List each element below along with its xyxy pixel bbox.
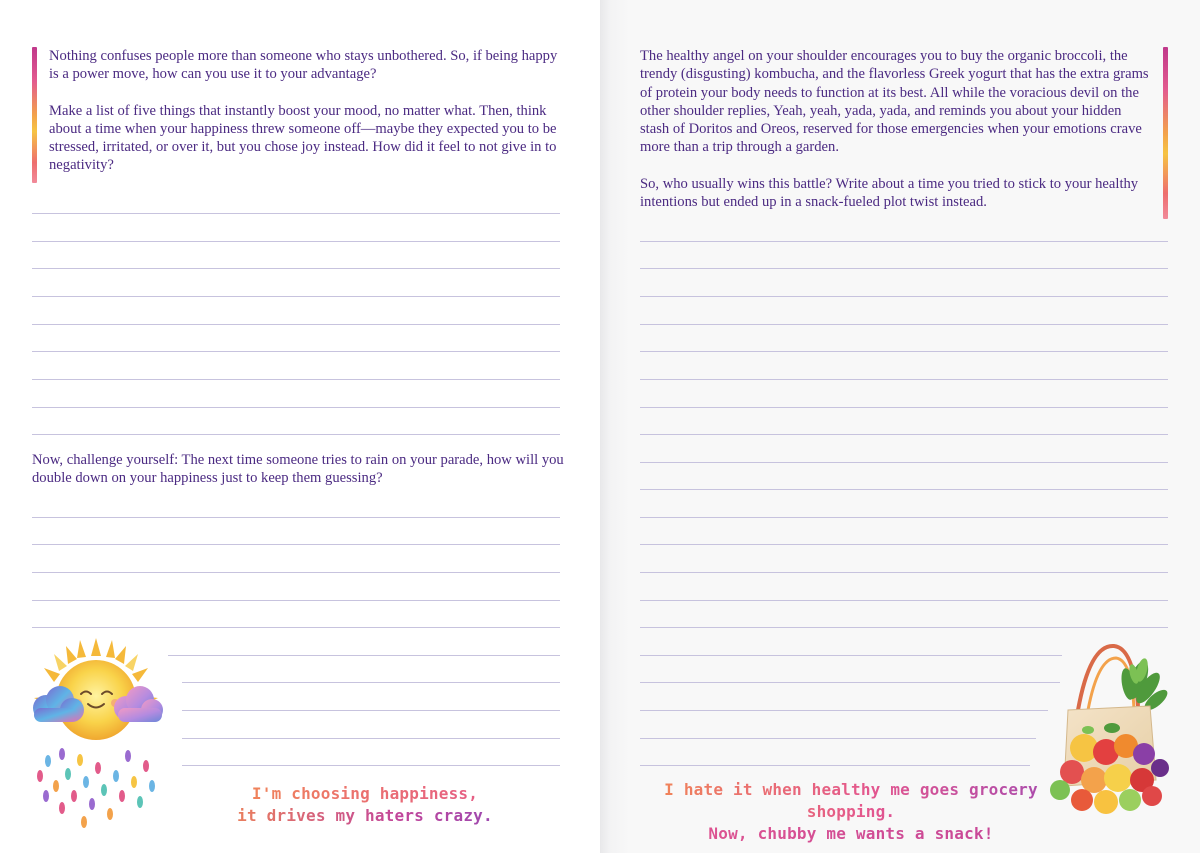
- writing-line[interactable]: [32, 517, 560, 518]
- writing-line[interactable]: [32, 296, 560, 297]
- left-prompt-1-paragraph-1: Nothing confuses people more than someone who stays unbothered. So, if being happy is a power move, how can you use it to your advantage?: [49, 48, 558, 83]
- writing-line[interactable]: [32, 407, 560, 408]
- right-quote: [626, 779, 1076, 845]
- writing-line[interactable]: [32, 241, 560, 242]
- right-prompt-paragraph-1: The healthy angel on your shoulder encourages you to buy the organic broccoli, the trendy (disgusting) kombucha, and the flavorless Greek yogurt that has the extra grams of protein your body needs to function at its best. All while the voracious devil on the other shoulder replies, Yeah, yeah, yada, yada, and reminds you about your hidden stash of Doritos and Oreos, reserved for those emergencies when your emotions crave more than a trip through a garden.: [640, 48, 1149, 156]
- writing-line[interactable]: [32, 600, 560, 601]
- writing-line[interactable]: [32, 434, 560, 435]
- writing-line[interactable]: [640, 655, 1062, 656]
- writing-line[interactable]: [32, 544, 560, 545]
- writing-line[interactable]: [640, 738, 1036, 739]
- left-accent-bar: [32, 47, 37, 183]
- writing-line[interactable]: [640, 268, 1168, 269]
- writing-line[interactable]: [640, 572, 1168, 573]
- writing-line[interactable]: [640, 489, 1168, 490]
- left-prompt-1-paragraph-2: Make a list of five things that instantly boost your mood, no matter what. Then, think about a time when your happiness threw someone off—maybe they expected you to be stressed, irritated, or over it, but you chose joy instead. How did it feel to not give in to negativity?: [49, 102, 557, 174]
- writing-line[interactable]: [640, 710, 1048, 711]
- writing-line[interactable]: [640, 462, 1168, 463]
- writing-line[interactable]: [640, 407, 1168, 408]
- right-prompt-paragraph-2: So, who usually wins this battle? Write about a time you tried to stick to your healthy intentions but ended up in a snack-fueled plot twist instead.: [640, 175, 1139, 211]
- right-page: [600, 0, 1200, 853]
- right-quote-line-2: Now, chubby me wants a snack!: [626, 823, 1076, 845]
- writing-line[interactable]: [182, 710, 560, 711]
- writing-line[interactable]: [640, 682, 1060, 683]
- writing-line[interactable]: [640, 544, 1168, 545]
- left-prompt-2: [32, 451, 564, 488]
- writing-line[interactable]: [640, 296, 1168, 297]
- writing-line[interactable]: [640, 324, 1168, 325]
- writing-line[interactable]: [640, 379, 1168, 380]
- writing-line[interactable]: [32, 268, 560, 269]
- writing-line[interactable]: [640, 765, 1030, 766]
- writing-line[interactable]: [32, 379, 560, 380]
- writing-line[interactable]: [640, 434, 1168, 435]
- writing-line[interactable]: [182, 765, 560, 766]
- writing-line[interactable]: [32, 351, 560, 352]
- right-accent-bar: [1163, 47, 1168, 219]
- writing-line[interactable]: [168, 655, 560, 656]
- right-quote-line-1: I hate it when healthy me goes grocery shopping.: [626, 779, 1076, 823]
- writing-line[interactable]: [640, 517, 1168, 518]
- writing-line[interactable]: [640, 241, 1168, 242]
- smiling-sun-rain-cloud-icon: [26, 636, 166, 831]
- left-quote-line-2: it drives my haters crazy.: [200, 805, 530, 827]
- left-quote-line-1: I'm choosing happiness,: [200, 783, 530, 805]
- writing-line[interactable]: [182, 738, 560, 739]
- writing-line[interactable]: [32, 572, 560, 573]
- writing-line[interactable]: [640, 627, 1168, 628]
- right-prompt: [640, 47, 1152, 211]
- left-prompt-1: [49, 47, 564, 175]
- left-quote: [200, 783, 530, 827]
- writing-line[interactable]: [32, 213, 560, 214]
- writing-line[interactable]: [32, 627, 560, 628]
- writing-line[interactable]: [182, 682, 560, 683]
- writing-line[interactable]: [640, 600, 1168, 601]
- left-prompt-2-text: Now, challenge yourself: The next time someone tries to rain on your parade, how will you double down on your happiness just to keep them guessing?: [32, 452, 564, 487]
- writing-line[interactable]: [640, 351, 1168, 352]
- writing-line[interactable]: [32, 324, 560, 325]
